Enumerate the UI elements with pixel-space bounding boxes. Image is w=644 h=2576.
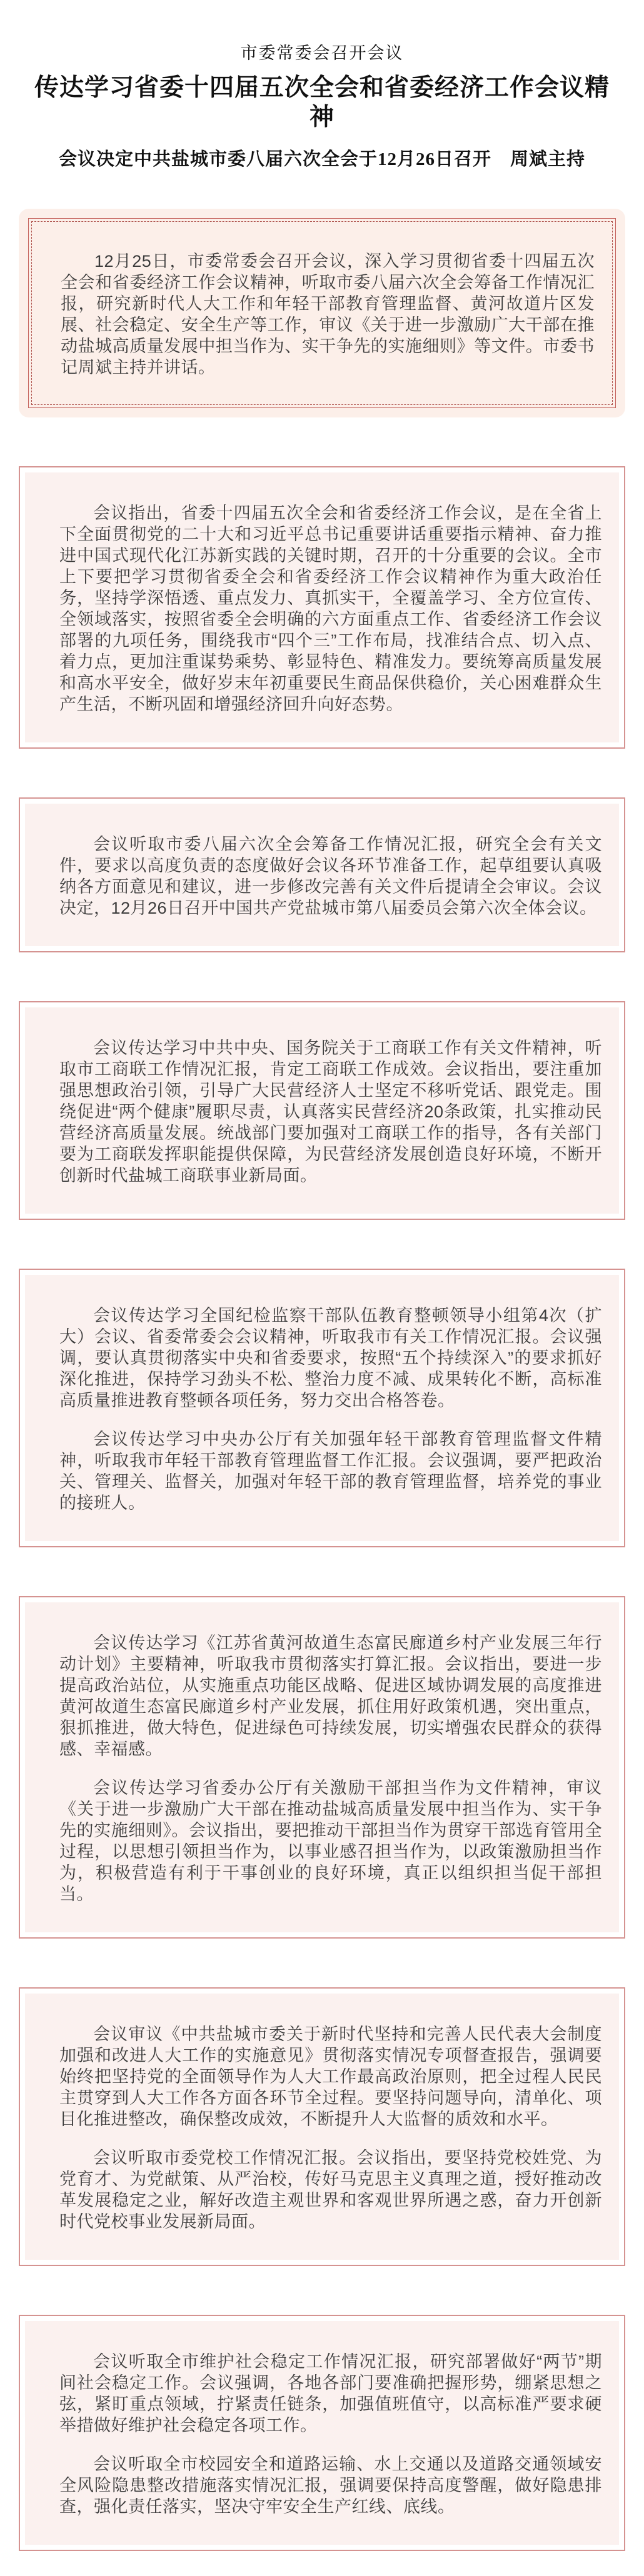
body-paragraph: 会议传达学习中央办公厅有关加强年轻干部教育管理监督文件精神，听取我市年轻干部教育管理监督工作汇报。会议强调，要严把政治关、管理关、监督关，加强对年轻干部的教育管理监督，培养党的事业的接班人。 — [59, 1430, 602, 1513]
content-box-social-stability-safety — [19, 2315, 625, 2551]
content-panel — [25, 2321, 619, 2545]
content-box-meeting-spirit — [19, 466, 625, 749]
lead-box-dashed-frame — [31, 221, 613, 405]
body-paragraph: 会议传达学习《江苏省黄河故道生态富民廊道乡村产业发展三年行动计划》主要精神，听取我市贯彻落实打算汇报。会议指出，要进一步提高政治站位，从实施重点功能区战略、促进区域协调发展的高度推进黄河故道生态富民廊道乡村产业发展，抓住用好政策机遇，突出重点，狠抓推进，做大特色，促进绿色可持续发展，切实增强农民群众的获得感、幸福感。 — [59, 1634, 602, 1759]
article-header — [0, 0, 644, 170]
content-panel — [25, 472, 619, 742]
body-paragraph: 会议听取全市维护社会稳定工作情况汇报，研究部署做好“两节”期间社会稳定工作。会议强调，各地各部门要准确把握形势，绷紧思想之弦，紧盯重点领域，拧紧责任链条，加强值班值守，以高标准严要求硬举措做好维护社会稳定各项工作。 — [59, 2352, 602, 2435]
body-paragraph: 会议听取市委党校工作情况汇报。会议指出，要坚持党校姓党、为党育才、为党献策、从严治校，传好马克思主义真理之道，授好推动改革发展稳定之业，解好改造主观世界和客观世界所遇之惑，奋力开创新时代党校事业发展新局面。 — [59, 2149, 602, 2232]
content-panel — [25, 1275, 619, 1541]
content-panel — [25, 1007, 619, 1214]
article-body — [0, 170, 644, 2576]
body-paragraph: 12月25日，市委常委会召开会议，深入学习贯彻省委十四届五次全会和省委经济工作会议精神，听取市委八届六次全会筹备工作情况汇报，研究新时代人大工作和年轻干部教育管理监督、黄河故道片区发展、社会稳定、安全生产等工作，审议《关于进一步激励广大干部在推动盐城高质量发展中担当作为、实干争先的实施细则》等文件。市委书记周斌主持并讲话。 — [61, 252, 595, 377]
article-subtitle: 会议决定中共盐城市委八届六次全会于12月26日召开 周斌主持 — [58, 149, 585, 169]
article-headline: 传达学习省委十四届五次全会和省委经济工作会议精神 — [34, 74, 610, 131]
body-paragraph: 会议传达学习全国纪检监察干部队伍教育整顿领导小组第4次（扩大）会议、省委常委会会议精神，听取我市有关工作情况汇报。会议强调，要认真贯彻落实中央和省委要求，按照“五个持续深入”的要求抓好深化推进，保持学习劲头不松、整治力度不减、成果转化不断，高标准高质量推进教育整顿各项任务，努力交出合格答卷。 — [59, 1306, 602, 1410]
body-paragraph: 会议审议《中共盐城市委关于新时代坚持和完善人民代表大会制度加强和改进人大工作的实施意见》贯彻落实情况专项督查报告，强调要始终把坚持党的全面领导作为人大工作最高政治原则，把全过程人民民主贯穿到人大工作各方面各环节全过程。要坚持问题导向，清单化、项目化推进整改，确保整改成效，不断提升人大监督的质效和水平。 — [59, 2025, 602, 2129]
body-paragraph: 会议听取全市校园安全和道路运输、水上交通以及道路交通领域安全风险隐患整改措施落实情况汇报，强调要保持高度警醒，做好隐患排查，强化责任落实，坚决守牢安全生产红线、底线。 — [59, 2455, 602, 2517]
content-box-plenary-preparation — [19, 797, 625, 952]
article-kicker: 市委常委会召开会议 — [240, 44, 404, 62]
content-panel — [25, 804, 619, 946]
body-paragraph: 会议听取市委八届六次全会筹备工作情况汇报，研究全会有关文件，要求以高度负责的态度做好会议各环节准备工作，起草组要认真吸纳各方面意见和建议，进一步修改完善有关文件后提请全会审议。会议决定，12月26日召开中国共产党盐城市第八届委员会第六次全体会议。 — [59, 835, 602, 918]
lead-box-outline — [28, 218, 616, 408]
body-paragraph: 会议传达学习中共中央、国务院关于工商联工作有关文件精神，听取市工商联工作情况汇报，肯定工商联工作成效。会议指出，要注重加强思想政治引领，引导广大民营经济人士坚定不移听党话、跟党走。围绕促进“两个健康”履职尽责，认真落实民营经济20条政策，扎实推动民营经济高质量发展。统战部门要加强对工商联工作的指导，各有关部门要为工商联发挥职能提供保障，为民营经济发展创造良好环境，不断开创新时代盐城工商联事业新局面。 — [59, 1039, 602, 1186]
content-box-peoples-congress-party-school — [19, 1987, 625, 2266]
content-box-discipline-education — [19, 1269, 625, 1547]
content-panel — [25, 1602, 619, 1932]
content-box-yellow-river-corridor — [19, 1596, 625, 1939]
content-panel — [25, 1994, 619, 2260]
lead-summary-box — [19, 209, 625, 417]
body-paragraph: 会议指出，省委十四届五次全会和省委经济工作会议，是在全省上下全面贯彻党的二十大和习近平总书记重要讲话重要指示精神、奋力推进中国式现代化江苏新实践的关键时期，召开的十分重要的会议。全市上下要把学习贯彻省委全会和省委经济工作会议精神作为重大政治任务，坚持学深悟透、重点发力、真抓实干，全覆盖学习、全方位宣传、全领域落实，按照省委全会明确的六方面重点工作、省委经济工作会议部署的九项任务，围绕我市“四个三”工作布局，找准结合点、切入点、着力点，更加注重谋势乘势、彰显特色、精准发力。要统筹高质量发展和高水平安全，做好岁末年初重要民生商品保供稳价，关心困难群众生产生活，不断巩固和增强经济回升向好态势。 — [59, 504, 602, 714]
body-paragraph: 会议传达学习省委办公厅有关激励干部担当作为文件精神，审议《关于进一步激励广大干部在推动盐城高质量发展中担当作为、实干争先的实施细则》。会议指出，要把推动干部担当作为贯穿干部选育管用全过程，以思想引领担当作为，以事业感召担当作为，以政策激励担当作为，积极营造有利于干事创业的良好环境，真正以组织担当促干部担当。 — [59, 1779, 602, 1904]
content-box-federation-industry-commerce — [19, 1001, 625, 1220]
